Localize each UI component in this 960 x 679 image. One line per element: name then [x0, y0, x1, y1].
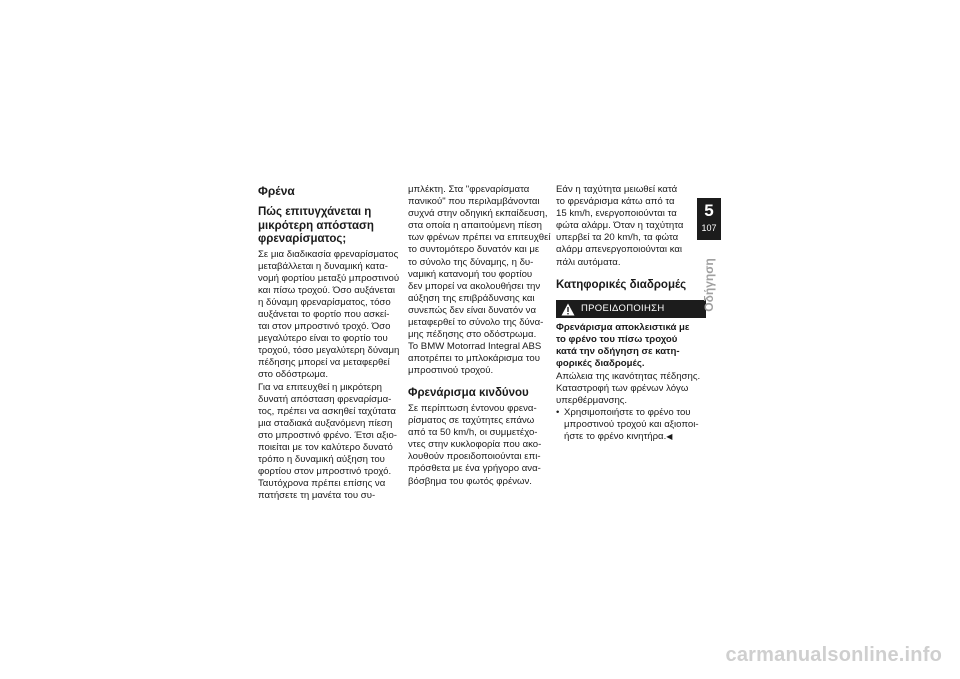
paragraph: Σε περίπτωση έντονου φρενα- ρίσματος σε ταχύτητες επάνω από τα 50 km/h, οι συμμετέχο- ντες στην κυκλοφορία που ακο- λουθούν προειδοποιούνται επι- πρόσθετα με ένα γρήγορο ανα- βόσβημα του φωτός φρένων. — [408, 403, 542, 487]
warning-icon — [561, 303, 575, 316]
paragraph: Σε μια διαδικασία φρεναρίσματος μεταβάλλεται η δυναμική κατα- νομή φορτίου μεταξύ μπροστινού και πίσω τροχού. Όσο αυξάνεται η δύναμη φρεναρίσματος, τόσο αυξάνεται το φορτίο που ασκεί- ται στον μπροστινό τροχό. Όσο μεγαλύτερο είναι το φορτίο του τροχού, τόσο μεγαλύτερη δύναμη πέδησης μπορεί να μεταφερθεί στο οδόστρωμα. — [258, 248, 400, 381]
chapter-number: 5 — [704, 201, 714, 220]
warning-banner — [556, 300, 706, 318]
column-1 — [258, 184, 406, 502]
warning-title: Φρενάρισμα αποκλειστικά με το φρένο του πίσω τροχού κατά την οδήγηση σε κατη- φορικές διαδρομές. — [556, 322, 690, 370]
paragraph: Το BMW Motorrad Integral ABS αποτρέπει το μπλοκάρισμα του μπροστινού τροχού. — [408, 341, 542, 377]
column-3 — [556, 184, 706, 443]
page-number: 107 — [701, 223, 717, 233]
chapter-label: Οδήγηση — [702, 258, 716, 312]
end-mark-icon: ◀ — [666, 432, 673, 441]
warning-label: ΠΡΟΕΙΔΟΠΟΙΗΣΗ — [581, 303, 665, 315]
column-2 — [408, 184, 556, 488]
bullet-text: Χρησιμοποιήστε το φρένο του μπροστινού τροχού και αξιοποι- ήστε το φρένο κινητήρα. — [564, 406, 699, 442]
paragraph: Εάν η ταχύτητα μειωθεί κατά το φρενάρισμα κάτω από τα 15 km/h, ενεργοποιούνται τα φώτα αλάρμ. Όταν η ταχύτητα υπερβεί τα 20 km/h, τα φώτα αλάρμ απενεργοποιούνται και πάλι αυτόματα. — [556, 184, 684, 268]
chapter-label-wrap — [697, 250, 721, 320]
list-item — [556, 407, 706, 443]
paragraph: Για να επιτευχθεί η μικρότερη δυνατή απόσταση φρεναρίσμα- τος, πρέπει να ασκηθεί ταχύτατα μια σταδιακά αυξανόμενη πίεση στο μπροστινό φρένο. Έτσι αξιο- ποιείται με τον καλύτερο δυνατό τρόπο η δυναμική αύξηση του φορτίου στον μπροστινό τροχό. Ταυτόχρονα πρέπει επίσης να πατήσετε τη μανέτα του συ- — [258, 381, 397, 502]
subheading-shortest-stopping: Πώς επιτυγχάνεται η μικρότερη απόσταση φρεναρίσματος; — [258, 206, 374, 245]
bullet-dot: • — [556, 406, 560, 418]
subheading-emergency-braking: Φρενάρισμα κινδύνου — [408, 386, 529, 399]
warning-text: Απώλεια της ικανότητας πέδησης. Καταστροφή των φρένων λόγω υπερθέρμανσης. — [556, 370, 701, 406]
section-title: Φρένα — [258, 184, 295, 198]
subheading-downhill: Κατηφορικές διαδρομές — [556, 278, 687, 291]
watermark: carmanualsonline.info — [725, 644, 942, 666]
chapter-tab — [697, 198, 721, 240]
paragraph: μπλέκτη. Στα "φρεναρίσματα πανικού" που περιλαμβάνονται συχνά στην οδηγική εκπαίδευση, στα οποία η απαιτούμενη πίεση των φρένων πρέπει να επιτευχθεί το συντομότερο δυνατόν και με το σύνολο της δύναμης, η δυ- ναμική κατανομή του φορτίου δεν μπορεί να ακολουθήσει την αύξηση της επιβράδυνσης και συνεπώς δεν είναι δυνατόν να μεταφερθεί το σύνολο της δύνα- μης πέδησης στο οδόστρωμα. — [408, 184, 551, 341]
